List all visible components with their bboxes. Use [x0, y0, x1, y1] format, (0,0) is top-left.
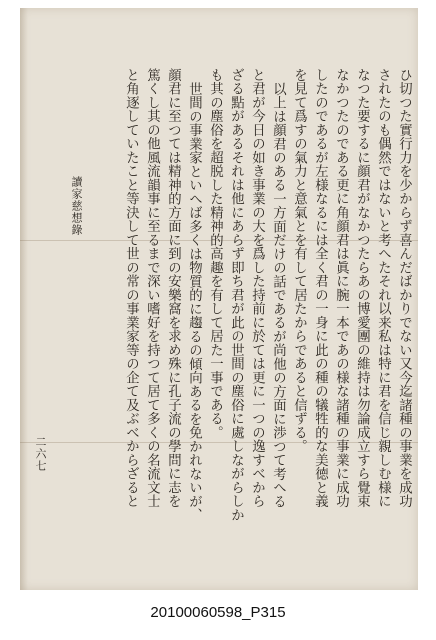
page-number: 二六七 [34, 436, 47, 472]
image-caption: 20100060598_P315 [150, 604, 286, 621]
text-line: 顔君に至つては精神的方面に到の安樂窩を求め殊に孔子流の學問に志を [165, 68, 181, 508]
text-line: なつた要するに顔君がなかつたらあの博愛團の維持は勿論成立すら覺束 [354, 68, 370, 508]
running-title: 讀家慈想錄 [70, 176, 83, 236]
text-line: も其の塵俗を超脱した精神的高趣を有して居た一事である。 [207, 68, 223, 440]
text-line: されたのも偶然ではないと考へたそれ以来私は特に君を信じ親しむ様に [375, 68, 391, 508]
text-line: したのであるが左様なるには全く君の一身に此の種の犠牲的な美徳と義 [312, 68, 328, 508]
text-line: なかつたのである更に角顔君は眞に腕一本であの様な諸種の事業に成功 [333, 68, 349, 508]
text-line: 以上は顔君のある一方面だけの話であるが尚他の方面に渉つて考へる [270, 82, 286, 509]
scanned-page [20, 8, 418, 590]
text-line: 世間の事業家といへば多くは物質的に趨るの傾向あるを免かれないが、 [186, 82, 202, 522]
text-line: ざる點があるそれは他にあらず即ち君が此の世間の塵俗に處しながらしか [228, 68, 244, 522]
text-line: と君が今日の如き事業の大を爲した持前に於ては更に一つの逸すべから [249, 68, 265, 508]
text-line: ひ切つた實行力を少からず喜んだばかりでない又今迄諸種の事業を成功 [396, 68, 412, 508]
text-line: 篤くし其の他風流韻事に至るまで深い嗜好を持つて居て多くの名流文士 [144, 68, 160, 508]
text-line: を見て爲すの氣力と意氣とを有して居たからであると信ずる。 [291, 68, 307, 453]
text-line: と角逐していたこと等決して世の常の事業家等の企て及ぶべからざると [123, 68, 139, 508]
